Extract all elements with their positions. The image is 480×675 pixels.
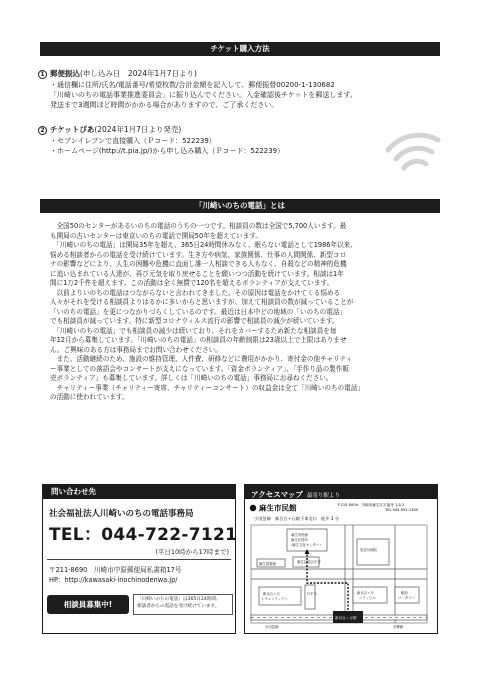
about-section-header: 「川崎いのちの電話」とは <box>40 199 440 213</box>
map-subtitle: 最寄り駅より <box>306 493 340 499</box>
about-line: 売ボランティア」も募集しています。詳しくは「川崎いのちの電話」事務局にお尋ねください。 <box>50 374 333 382</box>
recruit-badge: 相談員募集中! <box>47 595 129 614</box>
about-line: また、活動継続のため、施設の維持管理、人件費、研修などに費用がかかり、寄付金の他チャリティ <box>50 355 353 363</box>
contact-box <box>42 484 236 634</box>
map-label-odakyu: 小田急線 <box>265 625 279 629</box>
about-line: でも相談員が減っています。特に新型コロナウィルス流行の影響で相談員の減少が続いています。 <box>50 317 339 325</box>
about-line: も開局の古いセンターは東京いのちの電話で開局50年を超えています。 <box>50 231 263 240</box>
svg-text:ロータリー: ロータリー <box>398 596 415 600</box>
about-line: 年12月から募集しています。「川崎いのちの電話」の相談員の年齢制限は23歳以上で上限はありませ <box>50 336 347 344</box>
map-title: アクセスマップ <box>251 490 303 499</box>
svg-text:麻生区総合庁舎: 麻生区総合庁舎 <box>297 560 321 564</box>
map-header <box>245 485 437 499</box>
city-building <box>353 587 387 603</box>
svg-text:駅前: 駅前 <box>401 591 408 595</box>
venue-name: 麻生市民館 <box>259 503 297 513</box>
recruit-note-line: 「川崎いのちの電話」は365日24時間、 <box>137 597 221 602</box>
recruit-note-line: 相談者からの電話を受け続けています。 <box>137 603 220 609</box>
postal-line-3: 発送まで3週間ほど時間がかかる場合がありますので、ご了承ください。 <box>50 101 279 109</box>
step-number-1: 1 <box>38 70 47 79</box>
postal-title: 郵便振込 <box>50 69 80 78</box>
map-label-tama: 多摩線 <box>393 625 404 629</box>
recruit-note <box>133 594 233 615</box>
about-line: 間に1万2千件を超えます。この活動は全く無償で120名を超えるボランティアが支えています。 <box>50 279 334 287</box>
map-label-opa: ＯＰＡ <box>307 592 318 596</box>
about-body <box>50 222 432 403</box>
svg-text:新百合ヶ丘: 新百合ヶ丘 <box>357 591 374 595</box>
map-label-station: 新百合ヶ丘駅 <box>335 616 357 620</box>
venue-access: 小田急線 新百合ヶ丘駅下車北口 徒歩 3 分 <box>254 516 339 521</box>
svg-text:シティビル: シティビル <box>359 596 376 600</box>
contact-homepage-link[interactable]: HP：http://kawasaki-inochinodenwa.jp/ <box>49 576 178 584</box>
pia-title: チケットぴあ <box>50 125 95 134</box>
pia-subtitle: (2024年1月7日より発売) <box>94 125 182 134</box>
venue-marker-icon <box>250 505 256 511</box>
about-line: 悩める相談者からの電話を受け続けています。生き方や病気、家族関係、仕事の人間関係、新型コロ <box>50 250 347 259</box>
map-label-library: 麻生図書館 <box>259 562 276 566</box>
pia-title-row <box>38 125 181 135</box>
about-line: 「いのちの電話」を更につながりづらくしているのです。最近は日本中どの地域の「いのちの電話」 <box>50 307 347 316</box>
access-map <box>245 499 436 632</box>
svg-text:トウェンティワン: トウェンティワン <box>261 597 288 601</box>
contact-hours: (平日10時から17時まで) <box>155 548 229 556</box>
postal-subtitle: (申し込み日 2024年1月7日より) <box>80 69 197 78</box>
contact-phone[interactable]: TEL：044-722-7121 <box>49 525 238 545</box>
svg-text:（麻生文化センター）: （麻生文化センター） <box>289 543 323 547</box>
contact-address: 〒211-8690 川崎市中原郵便局私書箱17号 <box>49 566 182 574</box>
venue-address: 〒215-0004 川崎市麻生区万福寺 1-5-2 <box>337 503 405 507</box>
about-line: チャリティー事業（チャリティー寄席、チャリティーコンサート）の収益金は全て「川崎いのちの電話」 <box>50 383 364 392</box>
step-number-2: 2 <box>38 126 47 135</box>
ticket-section-header: チケット購入方法 <box>40 42 440 56</box>
opa-building <box>305 585 315 609</box>
map-label-civic: 麻生市民館 <box>291 533 308 537</box>
venue-tel: TEL 044-951-1300 <box>385 508 419 512</box>
postal-line-1: ・通信欄に住所/氏名/電話番号/希望枚数/合計金額を記入して、郵便振替00200-1-130682 <box>50 81 335 89</box>
contact-address-block <box>49 565 181 585</box>
contact-organization: 社会福祉法人川崎いのちの電話事務局 <box>49 509 194 519</box>
svg-text:長谷川病院: 長谷川病院 <box>360 548 377 552</box>
hospital-building <box>357 539 389 565</box>
contact-divider <box>47 559 231 560</box>
rotary-building <box>395 587 419 603</box>
postal-title-row <box>38 69 197 79</box>
about-line: 以前よりいのちの電話はつながらないと言われてきました。その原因は電話をかけてくる悩める <box>50 288 341 297</box>
postal-line-2: 「川崎いのちの電話事業推進委員会」に振り込んでください。入金確認後チケットを郵送します。 <box>50 91 357 99</box>
about-line: ん。ご興味のある方は事務局までお問い合わせください。 <box>50 345 222 354</box>
svg-text:新百合ヶ丘: 新百合ヶ丘 <box>263 592 280 596</box>
wifi-signal-icon <box>382 128 444 178</box>
access-map-box <box>244 484 438 634</box>
about-line: 全国50のセンターがあるいのちの電話のうちの一つです。相談員の数は全国で5,700人います。最 <box>50 222 347 230</box>
contact-header: 問い合わせ先 <box>43 485 235 499</box>
svg-text:麻生区役所: 麻生区役所 <box>291 538 308 542</box>
pia-line-2: ・ホームページ(http://t.pia.jp/)から申し込み購入（Ｐコード：522239） <box>50 147 285 155</box>
about-line: の活動に使われています。 <box>50 393 129 401</box>
about-line: ナの影響などにより、人生の困難や危機に直面し誰一人相談できる人もなく、自殺などの精神的危機 <box>50 260 347 268</box>
about-line: 人々がそれを受ける相談員よりはるかに多いからと思いますが、加えて相談員の数が減っていることが <box>50 298 354 306</box>
about-line: に追い込まれている人達が、再び元気を取り戻せることを願いつつ活動を続けています。相談は1年 <box>50 269 344 278</box>
twentyone-building <box>259 587 301 605</box>
pia-line-1: ・セブンイレブンで直接購入（Ｐコード：522239） <box>50 137 216 145</box>
about-line: 「川崎いのちの電話」は開局35年を超え、365日24時間休みなく、眠らない電話として1986年以来、 <box>50 241 357 249</box>
about-line: ー事業としての落語会やコンサートが支えになっています。「資金ボランティア」、「手作り品の製作販 <box>50 364 349 373</box>
about-line: 「川崎いのちの電話」でも相談員の減少は続いており、それをカバーするため新たな相談員を毎 <box>50 326 337 335</box>
